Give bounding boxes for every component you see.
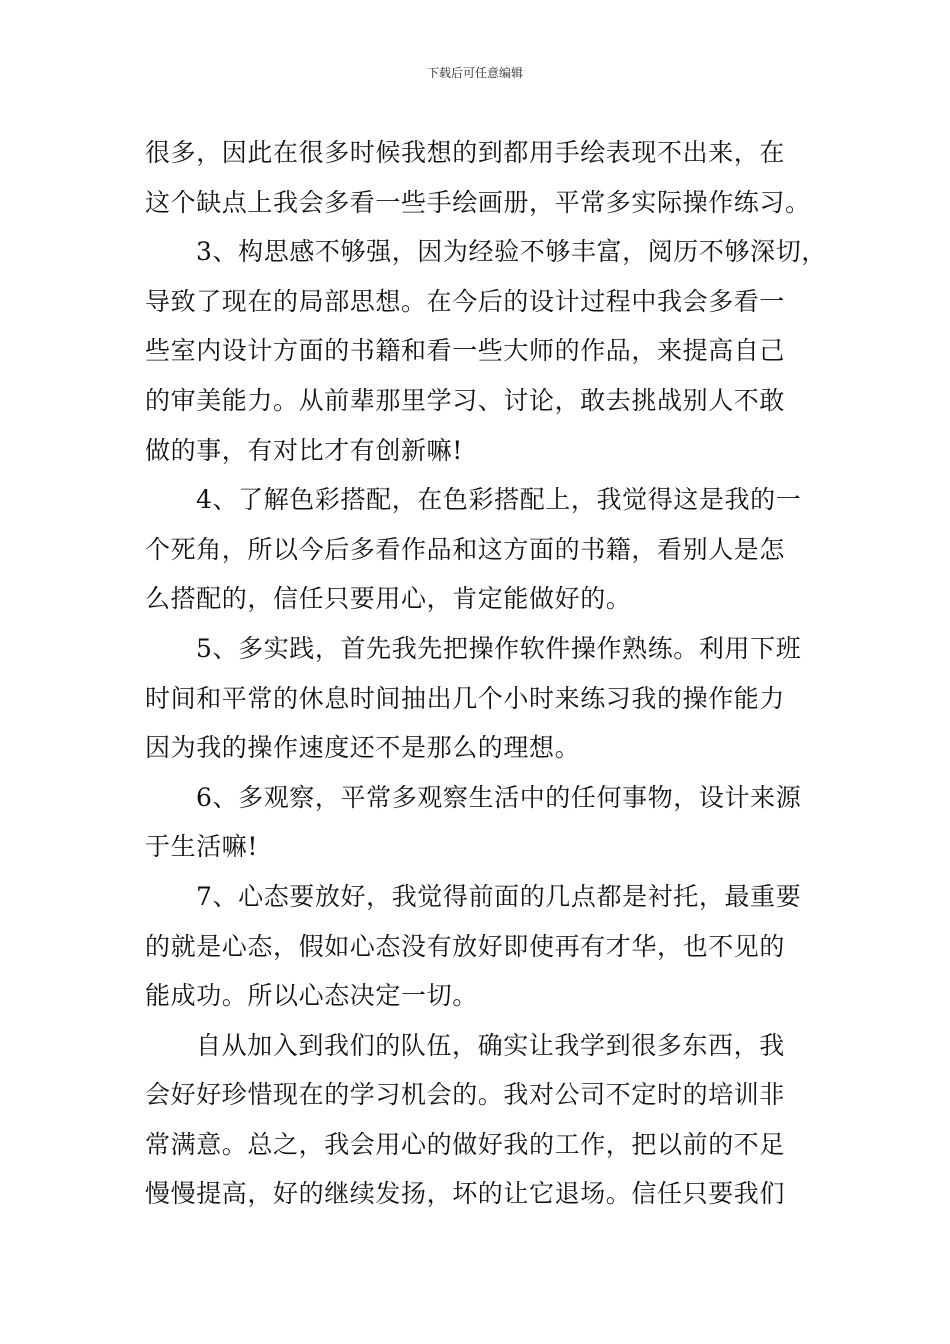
text-line: 做的事，有对比才有创新嘛! — [145, 435, 463, 465]
document-body — [145, 128, 825, 1219]
text-line: 的就是心态，假如心态没有放好即使再有才华，也不见的 — [145, 931, 786, 961]
text-line: 这个缺点上我会多看一些手绘画册，平常多实际操作练习。 — [145, 187, 811, 217]
text-line: 慢慢提高，好的继续发扬，坏的让它退场。信任只要我们 — [145, 1179, 786, 1209]
text-line: 么搭配的，信任只要用心，肯定能做好的。 — [145, 584, 632, 614]
text-line: 3、构思感不够强，因为经验不够丰富，阅历不够深切， — [196, 237, 827, 267]
text-line: 5、多实践，首先我先把操作软件操作熟练。利用下班 — [196, 633, 802, 663]
text-line: 时间和平常的休息时间抽出几个小时来练习我的操作能力 — [145, 683, 786, 713]
text-line: 些室内设计方面的书籍和看一些大师的作品，来提高自己 — [145, 336, 786, 366]
text-line: 会好好珍惜现在的学习机会的。我对公司不定时的培训非 — [145, 1080, 786, 1110]
text-line: 自从加入到我们的队伍，确实让我学到很多东西，我 — [196, 1030, 785, 1060]
text-line: 因为我的操作速度还不是那么的理想。 — [145, 733, 581, 763]
text-line: 很多，因此在很多时候我想的到都用手绘表现不出来，在 — [145, 138, 786, 167]
text-line: 7、心态要放好，我觉得前面的几点都是衬托，最重要 — [196, 881, 802, 911]
text-line: 的审美能力。从前辈那里学习、讨论，敢去挑战别人不敢 — [145, 385, 786, 415]
text-line: 导致了现在的局部思想。在今后的设计过程中我会多看一 — [145, 286, 786, 316]
page-header: 下载后可任意编辑 — [426, 66, 523, 80]
text-line: 能成功。所以心态决定一切。 — [145, 981, 478, 1011]
text-line: 4、了解色彩搭配，在色彩搭配上，我觉得这是我的一 — [196, 485, 802, 515]
text-line: 6、多观察，平常多观察生活中的任何事物，设计来源 — [196, 782, 802, 812]
text-line: 常满意。总之，我会用心的做好我的工作，把以前的不足 — [145, 1129, 786, 1159]
text-line: 个死角，所以今后多看作品和这方面的书籍，看别人是怎 — [145, 534, 786, 564]
text-line: 于生活嘛! — [145, 832, 259, 862]
